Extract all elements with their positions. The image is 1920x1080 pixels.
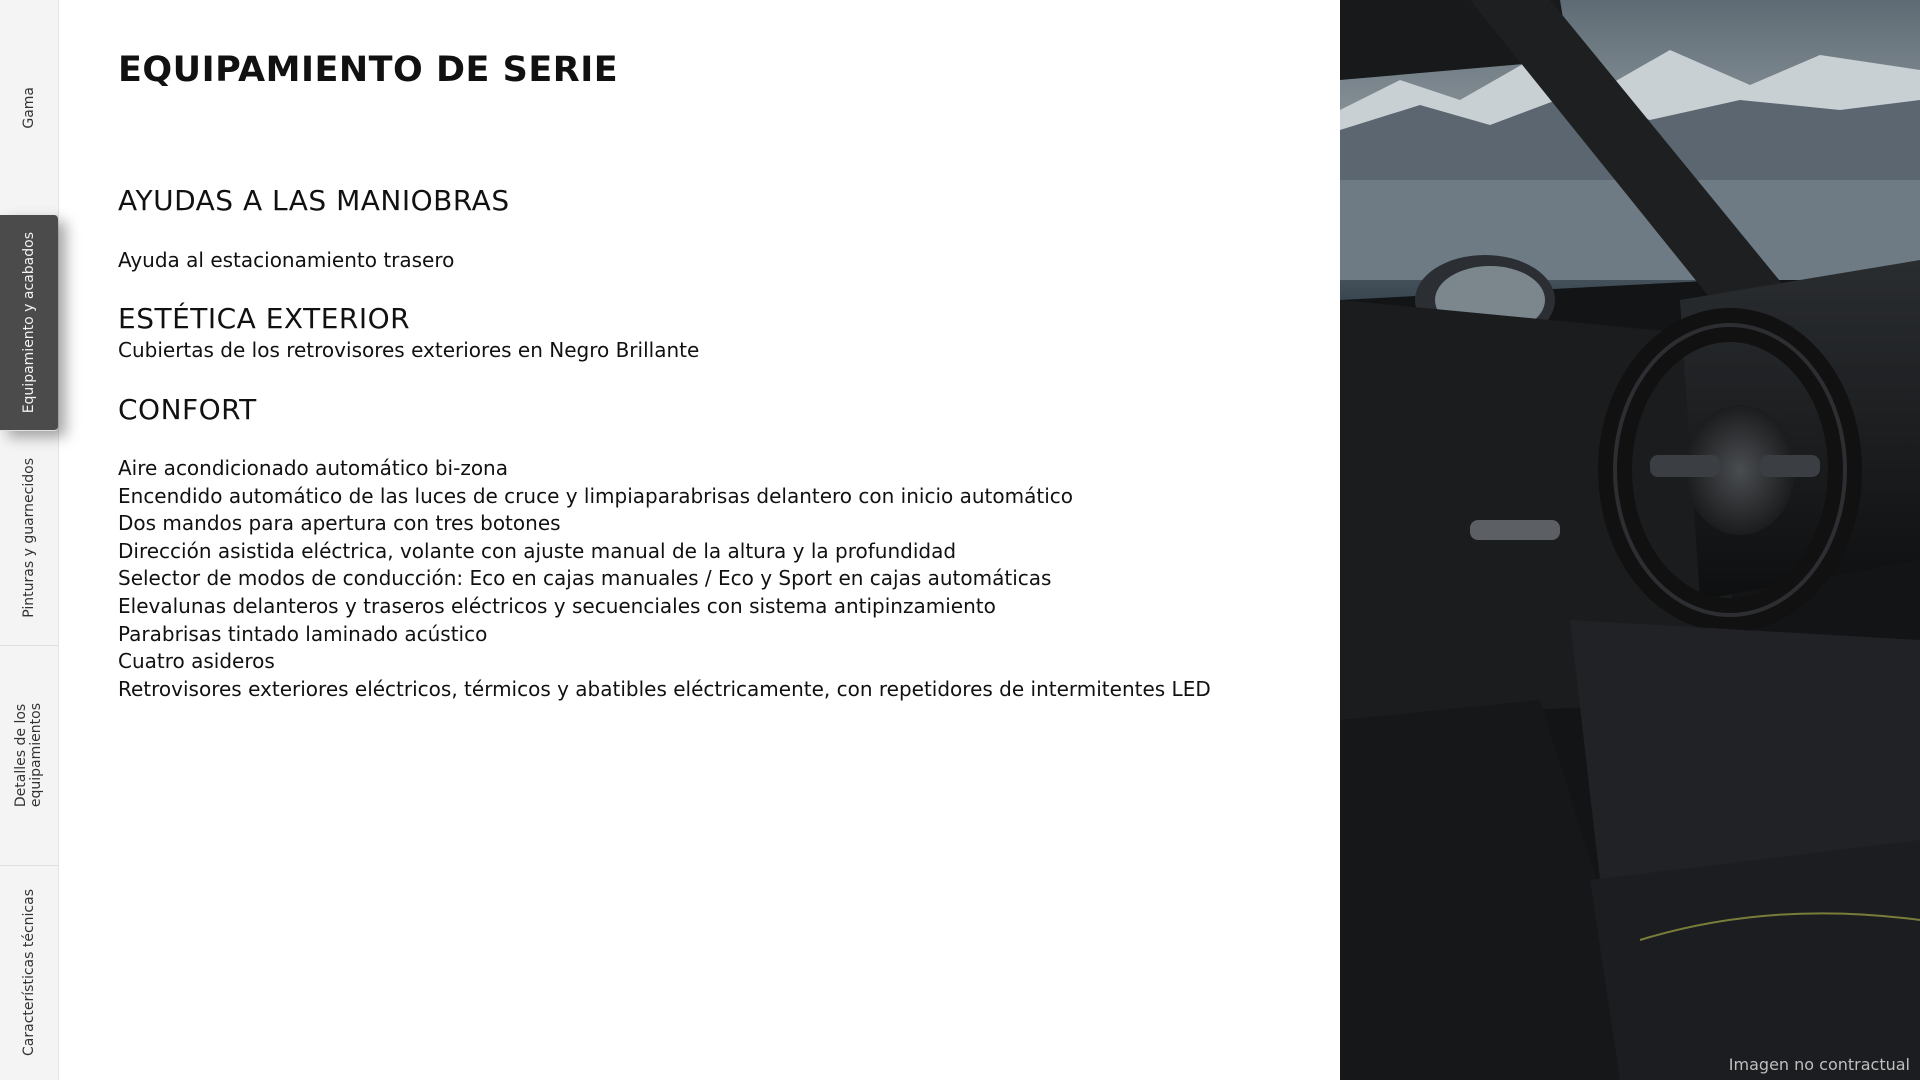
list-item: Dos mandos para apertura con tres botones — [118, 511, 561, 536]
section-title-estetica: ESTÉTICA EXTERIOR — [118, 302, 411, 335]
list-item: Elevalunas delanteros y traseros eléctricos y secuenciales con sistema antipinzamiento — [118, 593, 996, 618]
section-list-confort — [118, 455, 1211, 703]
section-title-confort: CONFORT — [118, 393, 257, 426]
tab-label: Gama — [20, 86, 37, 129]
section-list-estetica — [118, 337, 699, 365]
tab-label: Pinturas y guarnecidos — [20, 457, 37, 618]
list-item: Parabrisas tintado laminado acústico — [118, 621, 488, 646]
tab-gama[interactable] — [0, 0, 58, 216]
tab-caracteristicas-tecnicas[interactable] — [0, 865, 58, 1080]
tab-pinturas-y-guarnecidos[interactable] — [0, 430, 58, 646]
tab-label: Equipamiento y acabados — [20, 231, 37, 414]
list-item: Cubiertas de los retrovisores exteriores en Negro Brillante — [118, 338, 700, 362]
list-item: Aire acondicionado automático bi-zona — [118, 456, 508, 480]
page-title: EQUIPAMIENTO DE SERIE — [118, 50, 619, 90]
side-navigation — [0, 0, 59, 1080]
tab-label: Características técnicas — [20, 889, 37, 1056]
car-interior-illustration — [1340, 0, 1920, 1080]
tab-detalles-de-los-equipamientos[interactable] — [0, 645, 58, 866]
list-item: Encendido automático de las luces de cruce y limpiaparabrisas delantero con inicio automático — [118, 483, 1073, 508]
list-item: Retrovisores exteriores eléctricos, térmicos y abatibles eléctricamente, con repetidores de intermitentes LED — [118, 676, 1211, 701]
tab-label: Detalles de los equipamientos — [13, 702, 44, 808]
list-item: Ayuda al estacionamiento trasero — [118, 248, 455, 272]
car-interior-photo — [1340, 0, 1920, 1080]
photo-caption: Imagen no contractual — [1728, 1055, 1910, 1074]
tab-equipamiento-y-acabados[interactable] — [0, 215, 58, 431]
list-item: Selector de modos de conducción: Eco en cajas manuales / Eco y Sport en cajas automáticas — [118, 566, 1052, 591]
section-list-ayudas — [118, 247, 454, 275]
section-title-ayudas: AYUDAS A LAS MANIOBRAS — [118, 184, 510, 217]
list-item: Dirección asistida eléctrica, volante con ajuste manual de la altura y la profundidad — [118, 538, 957, 563]
list-item: Cuatro asideros — [118, 649, 275, 674]
